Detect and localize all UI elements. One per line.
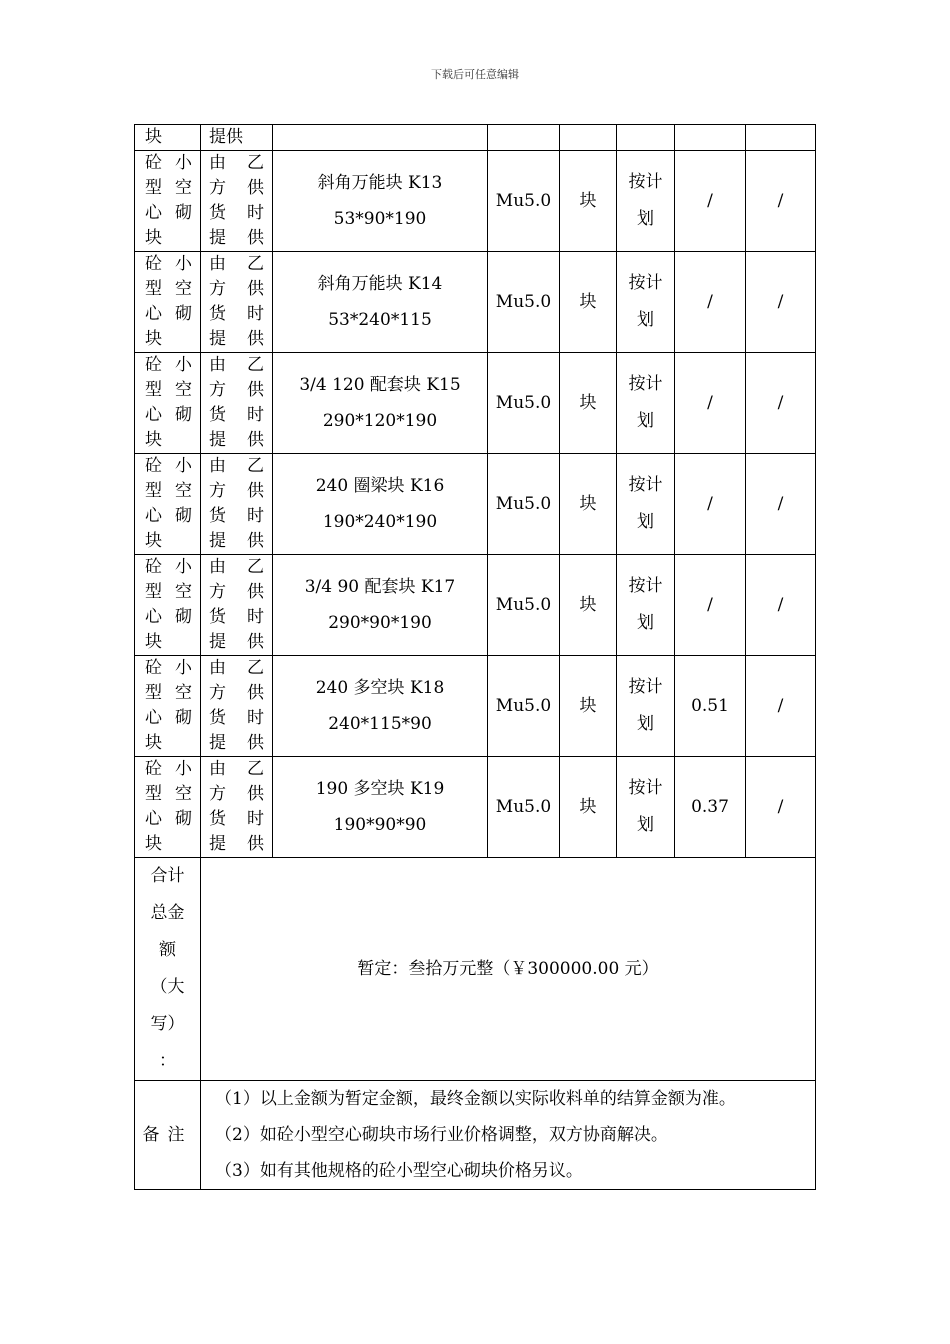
price-cell: /	[675, 252, 746, 353]
spec-name: 3/4 120 配套块 K15	[299, 375, 461, 395]
price-cell: 0.37	[675, 757, 746, 858]
cell-line: 心 砌	[145, 405, 192, 425]
cell-line: 由 乙	[209, 355, 264, 375]
cell-line: 由 乙	[209, 254, 264, 274]
cell-line: 货 时	[209, 607, 264, 627]
cell-line: 由 乙	[209, 557, 264, 577]
cell-line: 划	[637, 714, 654, 734]
quantity-cell	[617, 353, 675, 454]
remarks-row	[135, 1081, 816, 1190]
spec-name: 斜角万能块 K14	[317, 274, 443, 294]
cell-line: 块	[145, 228, 162, 248]
amount-cell	[746, 125, 816, 151]
cell-line: 按计	[628, 273, 663, 293]
table-row	[135, 555, 816, 656]
cell-line: 型 空	[145, 380, 192, 400]
cell-line: 块	[145, 632, 162, 652]
table-row	[135, 757, 816, 858]
spec-size: 53*240*115	[328, 310, 432, 330]
grade-cell: Mu5.0	[488, 757, 560, 858]
cell-line: 砼 小	[145, 153, 192, 173]
unit-cell	[560, 125, 617, 151]
cell-line: 总金	[150, 903, 185, 923]
amount-cell: /	[746, 656, 816, 757]
cell-line: 划	[637, 815, 654, 835]
grade-cell: Mu5.0	[488, 454, 560, 555]
material-name-cell	[135, 757, 201, 858]
cell-line: 按计	[628, 172, 663, 192]
price-cell: /	[675, 353, 746, 454]
cell-line: 由 乙	[209, 759, 264, 779]
amount-cell: /	[746, 252, 816, 353]
grade-cell: Mu5.0	[488, 555, 560, 656]
cell-line: 按计	[628, 778, 663, 798]
spec-name: 3/4 90 配套块 K17	[304, 577, 456, 597]
spec-size: 290*120*190	[322, 411, 438, 431]
unit-cell: 块	[560, 656, 617, 757]
cell-line: 货 时	[209, 405, 264, 425]
material-name-cell: 块	[135, 125, 201, 151]
amount-cell: /	[746, 757, 816, 858]
material-name-cell	[135, 353, 201, 454]
cell-line: 型 空	[145, 784, 192, 804]
table-row	[135, 353, 816, 454]
cell-line: 货 时	[209, 708, 264, 728]
unit-cell: 块	[560, 151, 617, 252]
remark-item: （2）如砼小型空心砌块市场行业价格调整，双方协商解决。	[215, 1125, 668, 1145]
amount-cell: /	[746, 555, 816, 656]
quantity-cell	[617, 757, 675, 858]
cell-line: 方 供	[209, 481, 264, 501]
cell-line: 型 空	[145, 279, 192, 299]
remarks-label: 备注	[135, 1081, 201, 1190]
cell-line: 心 砌	[145, 809, 192, 829]
unit-cell: 块	[560, 353, 617, 454]
spec-name: 斜角万能块 K13	[317, 173, 443, 193]
quantity-cell	[617, 125, 675, 151]
spec-cell	[273, 555, 488, 656]
spec-cell	[273, 454, 488, 555]
cell-line: 砼 小	[145, 557, 192, 577]
grade-cell: Mu5.0	[488, 151, 560, 252]
price-table	[134, 124, 816, 1190]
unit-cell: 块	[560, 555, 617, 656]
spec-size: 240*115*90	[328, 714, 432, 734]
page-header: 下载后可任意编辑	[431, 68, 519, 81]
cell-line: 砼 小	[145, 759, 192, 779]
price-cell: /	[675, 151, 746, 252]
cell-line: 按计	[628, 475, 663, 495]
table-row	[135, 656, 816, 757]
cell-line: 货 时	[209, 809, 264, 829]
cell-line: 提供	[209, 531, 264, 551]
material-name-cell	[135, 454, 201, 555]
spec-size: 290*90*190	[328, 613, 432, 633]
cell-line: 型 空	[145, 481, 192, 501]
quantity-cell	[617, 454, 675, 555]
remark-item: （1）以上金额为暂定金额，最终金额以实际收料单的结算金额为准。	[215, 1089, 736, 1109]
table-row	[135, 151, 816, 252]
quantity-cell	[617, 252, 675, 353]
cell-line: 提供	[209, 430, 264, 450]
cell-line: 方 供	[209, 784, 264, 804]
cell-line: 由 乙	[209, 153, 264, 173]
material-name-cell	[135, 656, 201, 757]
cell-line: 货 时	[209, 203, 264, 223]
spec-size: 53*90*190	[333, 209, 427, 229]
spec-size: 190*240*190	[322, 512, 438, 532]
grade-cell: Mu5.0	[488, 353, 560, 454]
quantity-cell	[617, 151, 675, 252]
cell-line: 心 砌	[145, 506, 192, 526]
cell-line: 提供	[209, 834, 264, 854]
cell-line: 心 砌	[145, 607, 192, 627]
amount-cell: /	[746, 454, 816, 555]
cell-line: 划	[637, 310, 654, 330]
total-label-cell	[135, 858, 201, 1081]
cell-line: 货 时	[209, 304, 264, 324]
cell-line: 型 空	[145, 683, 192, 703]
cell-line: 方 供	[209, 178, 264, 198]
cell-line: 方 供	[209, 279, 264, 299]
cell-line: 划	[637, 209, 654, 229]
cell-line: 合计	[150, 866, 185, 886]
supply-cell	[201, 656, 273, 757]
price-cell: 0.51	[675, 656, 746, 757]
cell-line: 货 时	[209, 506, 264, 526]
amount-cell: /	[746, 151, 816, 252]
grade-cell	[488, 125, 560, 151]
cell-line: 型 空	[145, 582, 192, 602]
cell-line: 砼 小	[145, 254, 192, 274]
price-cell: /	[675, 454, 746, 555]
total-row	[135, 858, 816, 1081]
supply-cell: 提供	[201, 125, 273, 151]
cell-line: 砼 小	[145, 456, 192, 476]
cell-line: 心 砌	[145, 708, 192, 728]
cell-line: 块	[145, 733, 162, 753]
cell-line: 方 供	[209, 582, 264, 602]
material-name-cell	[135, 252, 201, 353]
spec-name: 190 多空块 K19	[315, 779, 445, 799]
spec-cell	[273, 252, 488, 353]
cell-line: 块	[145, 430, 162, 450]
cell-line: 方 供	[209, 683, 264, 703]
spec-size: 190*90*90	[333, 815, 427, 835]
remark-item: （3）如有其他规格的砼小型空心砌块价格另议。	[215, 1161, 583, 1181]
supply-cell	[201, 555, 273, 656]
price-cell: /	[675, 555, 746, 656]
cell-line: 额	[159, 940, 176, 960]
amount-cell: /	[746, 353, 816, 454]
cell-line: ：	[159, 1051, 176, 1071]
unit-cell: 块	[560, 757, 617, 858]
cell-line: 块	[145, 834, 162, 854]
unit-cell: 块	[560, 252, 617, 353]
cell-line: 写）	[150, 1014, 185, 1034]
spec-cell	[273, 151, 488, 252]
cell-line: 划	[637, 411, 654, 431]
spec-cell	[273, 353, 488, 454]
quantity-cell	[617, 656, 675, 757]
spec-cell	[273, 656, 488, 757]
cell-line: 方 供	[209, 380, 264, 400]
cell-line: 提供	[209, 329, 264, 349]
cell-line: 型 空	[145, 178, 192, 198]
spec-cell	[273, 757, 488, 858]
total-amount: 暂定：叁拾万元整（￥300000.00 元）	[201, 858, 816, 1081]
cell-line: 块	[145, 329, 162, 349]
spec-name: 240 圈梁块 K16	[315, 476, 445, 496]
supply-cell	[201, 353, 273, 454]
table-row-continued	[135, 125, 816, 151]
material-name-cell	[135, 151, 201, 252]
supply-cell	[201, 454, 273, 555]
supply-cell	[201, 252, 273, 353]
table-row	[135, 252, 816, 353]
cell-line: 按计	[628, 677, 663, 697]
cell-line: 块	[145, 531, 162, 551]
cell-line: 按计	[628, 374, 663, 394]
cell-line: 砼 小	[145, 658, 192, 678]
grade-cell: Mu5.0	[488, 656, 560, 757]
remarks-content	[201, 1081, 816, 1190]
cell-line: 提供	[209, 632, 264, 652]
cell-line: （大	[150, 977, 185, 997]
supply-cell	[201, 151, 273, 252]
cell-line: 按计	[628, 576, 663, 596]
grade-cell: Mu5.0	[488, 252, 560, 353]
cell-line: 心 砌	[145, 203, 192, 223]
cell-line: 由 乙	[209, 658, 264, 678]
cell-line: 提供	[209, 228, 264, 248]
table-row	[135, 454, 816, 555]
spec-cell	[273, 125, 488, 151]
spec-name: 240 多空块 K18	[315, 678, 445, 698]
cell-line: 心 砌	[145, 304, 192, 324]
unit-cell: 块	[560, 454, 617, 555]
price-cell	[675, 125, 746, 151]
cell-line: 划	[637, 613, 654, 633]
cell-line: 由 乙	[209, 456, 264, 476]
cell-line: 提供	[209, 733, 264, 753]
quantity-cell	[617, 555, 675, 656]
cell-line: 砼 小	[145, 355, 192, 375]
material-name-cell	[135, 555, 201, 656]
cell-line: 划	[637, 512, 654, 532]
supply-cell	[201, 757, 273, 858]
